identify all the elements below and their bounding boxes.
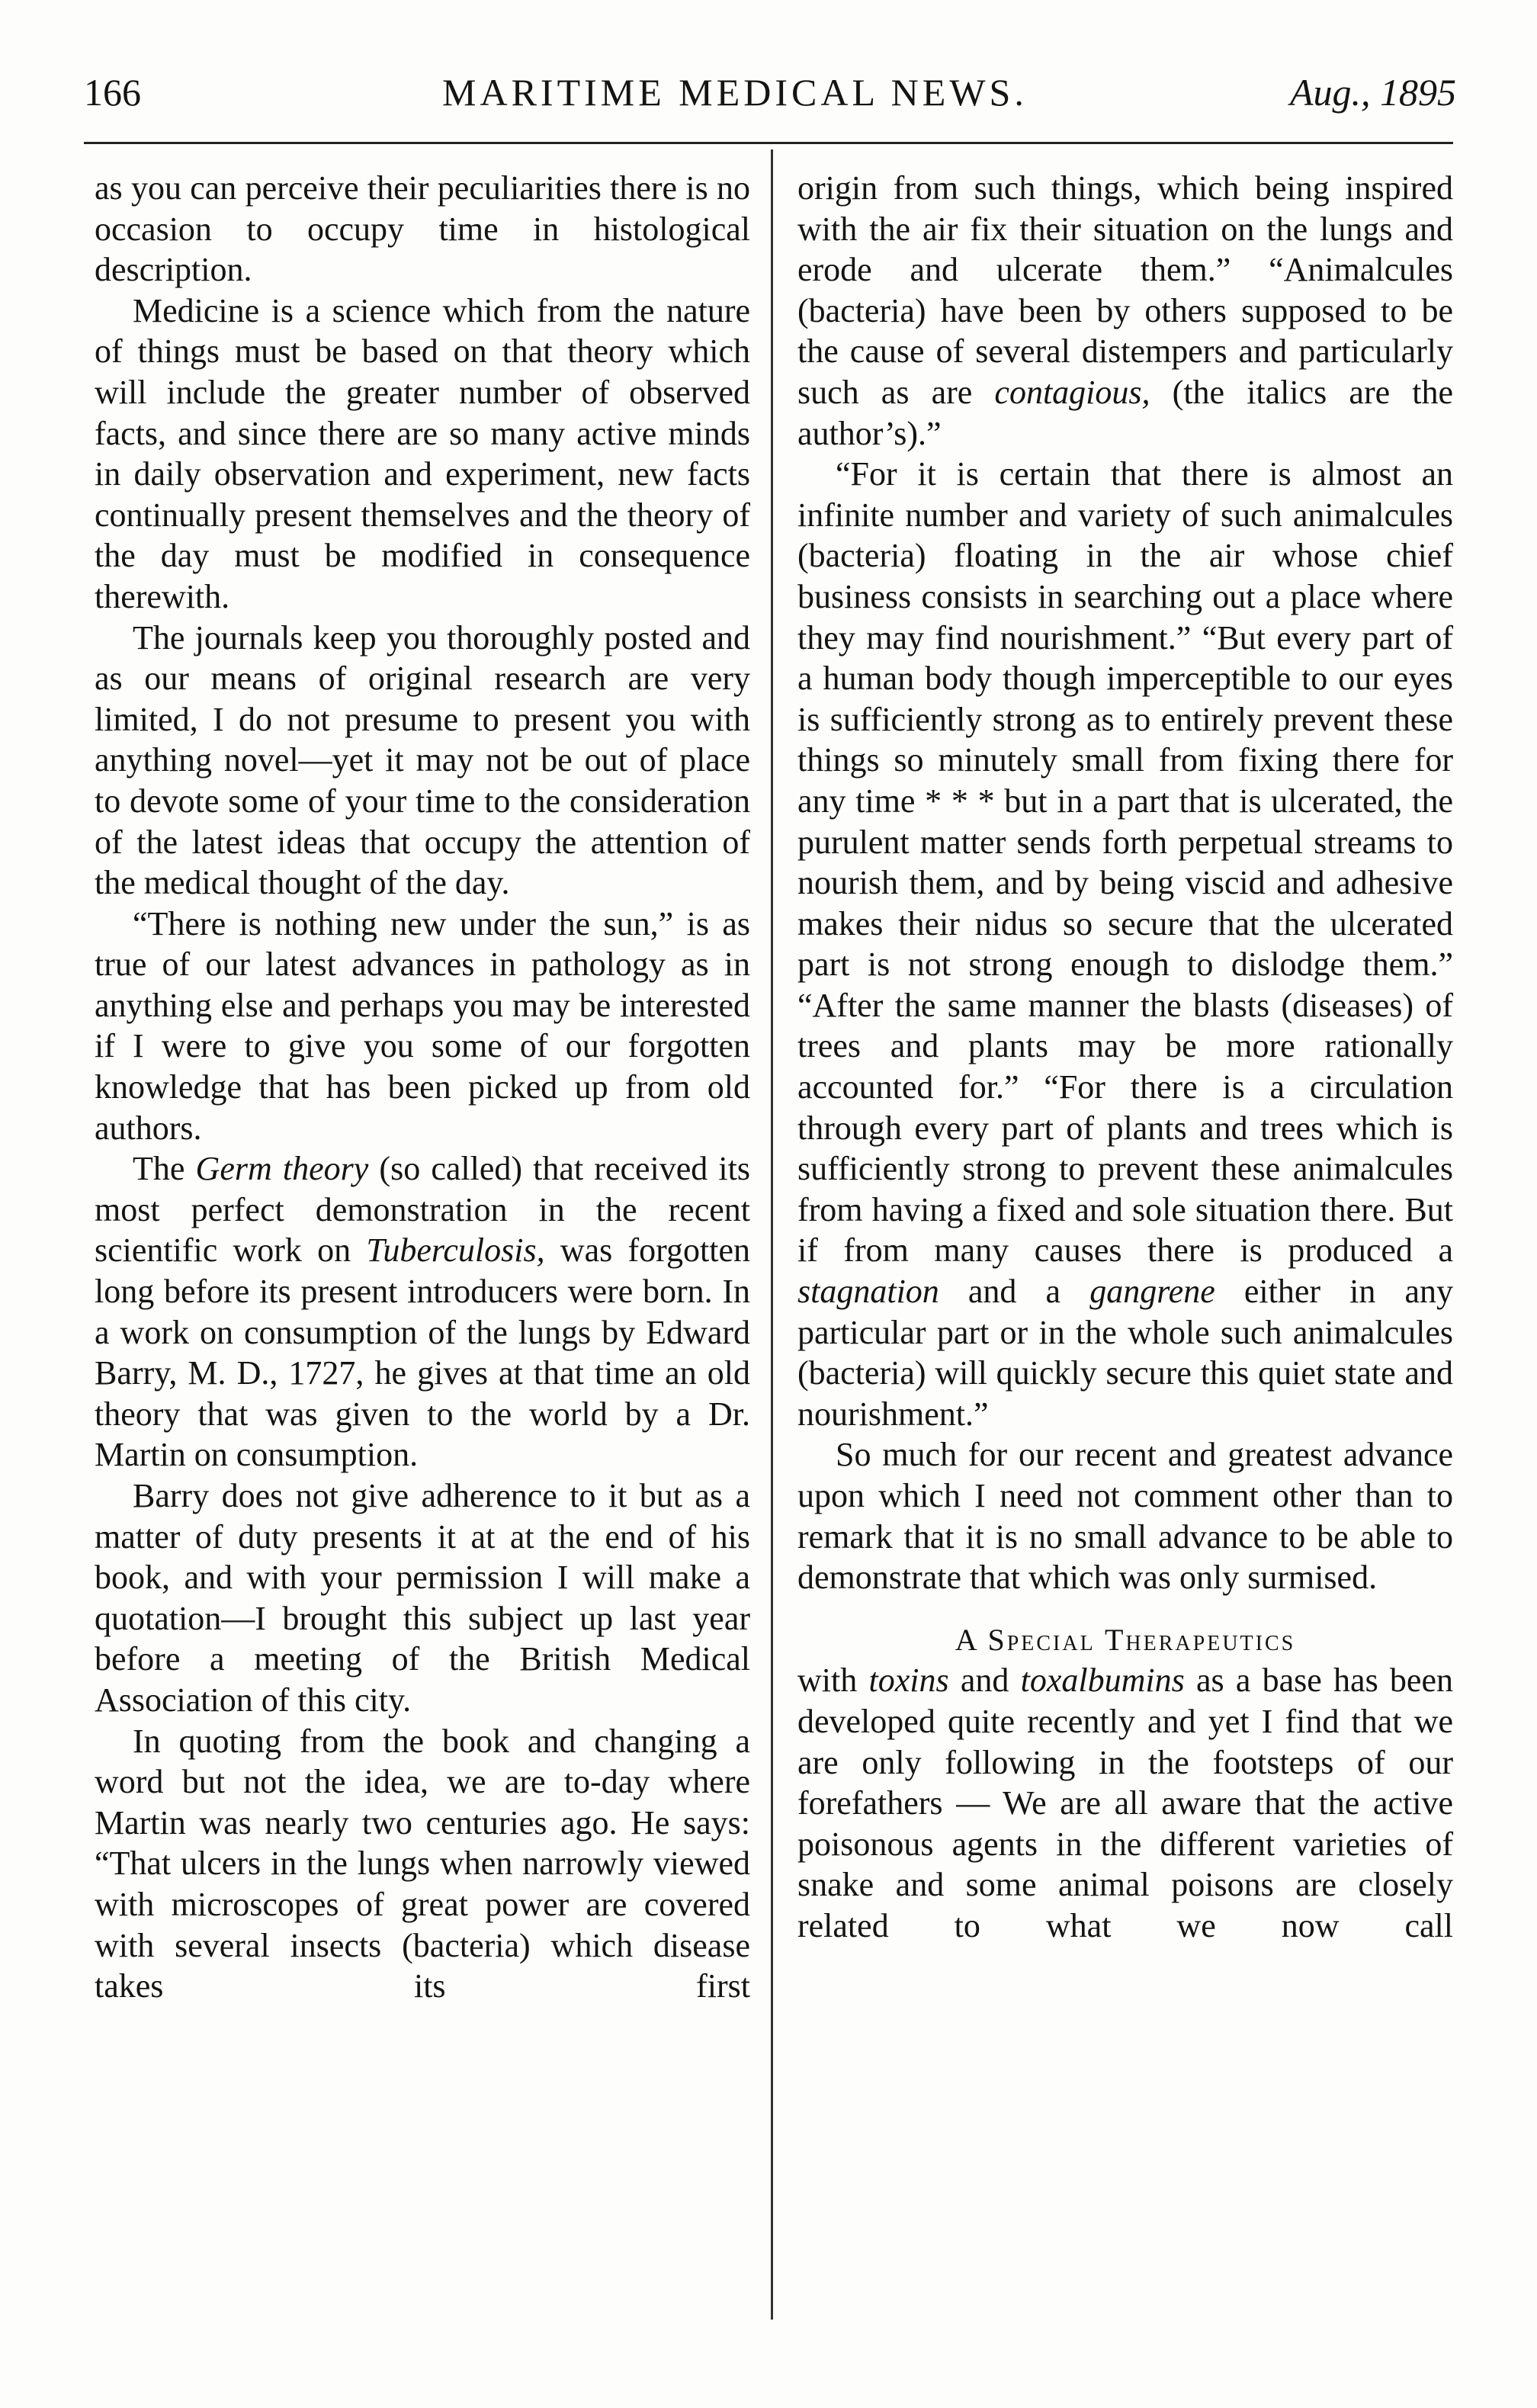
- paragraph: “There is nothing new under the sun,” is as true of our latest advances in pathology as in anything else and perhaps you may be interested if I were to give you some of our forgotten knowledge that has been picked up from old authors.: [95, 904, 750, 1147]
- text-run: origin from such things, which being inspired with the air fix their situation on the lungs and erode and ulcerate them.” “Animalcules (bacteria) have been by others supposed to be the cause of several distempers and particularly such as are: [797, 169, 1453, 411]
- italic-run: Tuberculosis,: [366, 1231, 545, 1270]
- paragraph: So much for our recent and greatest advance upon which I need not comment other than to remark that it is no small advance to be able to demonstrate that which was only surmised.: [797, 1436, 1453, 1597]
- paragraph: [797, 1660, 1453, 1946]
- paragraph: In quoting from the book and changing a word but not the idea, we are to-day where Martin was nearly two centuries ago. He says: “That ulcers in the lungs when narrowly viewed with microscopes of great power are covered with several insects (bacteria) which disease takes its first: [95, 1722, 750, 2005]
- italic-run: stagnation: [797, 1273, 939, 1311]
- italic-run: gangrene: [1089, 1273, 1215, 1311]
- page-number: 166: [84, 71, 141, 114]
- text-run: “For it is certain that there is almost an infinite number and variety of such animalcules (bacteria) floating in the air whose chief business consists in searching out a place where they may find nourishment.” “But every part of a human body though imperceptible to our eyes is sufficiently strong as to entirely prevent these things so minutely small from fixing there for any time * * * but in a part that is ulcerated, the purulent matter sends forth perpetual streams to nourish them, and by being viscid and adhesive makes their nidus so secure that the ulcerated part is not strong enough to dislodge them.” “After the same manner the blasts (diseases) of trees and plants may be more rationally accounted for.” “For there is a circulation through every part of plants and trees which is sufficiently strong to prevent these animalcules from having a fixed and sole situation there. But if from many causes there is produced a: [797, 455, 1453, 1270]
- column-divider: [771, 149, 773, 2320]
- paragraph: The journals keep you thoroughly posted and as our means of original research are very limited, I do not presume to present you with anything novel—yet it may not be out of place to devote some of your time to the consideration of the latest ideas that occupy the attention of the medical thought of the day.: [95, 618, 750, 902]
- right-column: [797, 168, 1453, 1947]
- paragraph: Barry does not give adherence to it but as a matter of duty presents it at at the end of his book, and with your permission I will make a quotation—I brought this subject up last year before a meeting of the British Medical Association of this city.: [95, 1477, 750, 1719]
- text-run: was forgotten long before its present introducers were born. In a work on consumption of the lungs by Edward Barry, M. D., 1727, he gives at that time an old theory that was given to the world by a Dr. Martin on consumption.: [95, 1231, 750, 1474]
- text-run: (so called) that received its most perfect demonstration in the recent scientific work on: [95, 1150, 750, 1270]
- paragraph: Medicine is a science which from the nature of things must be based on that theory which will include the greater number of observed facts, and since there are so many active minds in daily observation and experiment, new facts continually present themselves and the theory of the day must be modified in consequence therewith.: [95, 291, 750, 615]
- text-run: The: [133, 1150, 196, 1188]
- italic-run: toxins: [868, 1662, 949, 1700]
- paragraph: [797, 454, 1453, 1434]
- section-heading: A Special Therapeutics: [955, 1622, 1296, 1657]
- journal-title: MARITIME MEDICAL NEWS.: [442, 71, 1028, 114]
- issue-date: Aug., 1895: [1289, 71, 1456, 114]
- text-run: either in any particular part or in the whole such animalcules (bacteria) will quickly secure this quiet state and nourishment.”: [797, 1273, 1453, 1433]
- page-header: [84, 70, 1456, 124]
- text-run: with: [797, 1662, 869, 1700]
- header-rule: [84, 142, 1453, 144]
- paragraph: [95, 1148, 750, 1475]
- italic-run: toxalbumins: [1020, 1662, 1185, 1700]
- italic-run: Germ theory: [195, 1150, 369, 1188]
- paragraph: as you can perceive their peculiarities there is no occasion to occupy time in histological description.: [95, 169, 750, 289]
- text-run: and a: [939, 1273, 1090, 1311]
- text-run: as a base has been developed quite recently and yet I find that we are only following in the footsteps of our forefathers — We are all aware that the active poisonous agents in the different varieties of snake and some animal poisons are closely related to what we now call: [797, 1662, 1453, 1944]
- text-run: and: [948, 1662, 1021, 1700]
- paragraph: [797, 168, 1453, 454]
- left-column: [95, 168, 750, 2007]
- italic-run: contagious,: [994, 373, 1150, 411]
- text-run: (the italics are the author’s).”: [797, 373, 1454, 452]
